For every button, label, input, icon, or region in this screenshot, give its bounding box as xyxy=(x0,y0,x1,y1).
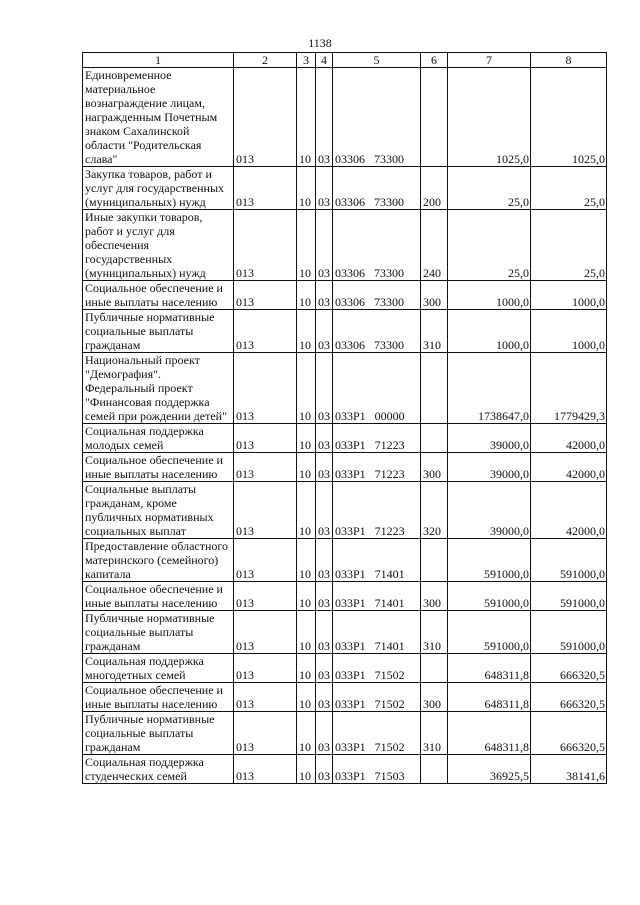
admin-code-cell: 013 xyxy=(234,654,297,683)
table-row xyxy=(83,68,607,167)
amount-year2-cell: 591000,0 xyxy=(531,611,607,654)
column-header: 6 xyxy=(421,53,448,68)
expense-type-cell: 200 xyxy=(421,167,448,210)
admin-code-cell: 013 xyxy=(234,453,297,482)
table-row xyxy=(83,755,607,784)
expense-type-cell xyxy=(421,424,448,453)
target-item-cell: 03306 73300 xyxy=(333,68,421,167)
row-name-cell: Публичные нормативные социальные выплаты гражданам xyxy=(83,611,234,654)
section-cell: 10 xyxy=(297,353,316,424)
amount-year1-cell: 1000,0 xyxy=(448,281,531,310)
section-cell: 10 xyxy=(297,712,316,755)
expense-type-cell xyxy=(421,68,448,167)
admin-code-cell: 013 xyxy=(234,712,297,755)
table-row xyxy=(83,611,607,654)
admin-code-cell: 013 xyxy=(234,582,297,611)
admin-code-cell: 013 xyxy=(234,611,297,654)
expense-type-cell xyxy=(421,755,448,784)
expense-type-cell: 240 xyxy=(421,210,448,281)
amount-year2-cell: 591000,0 xyxy=(531,582,607,611)
subsection-cell: 03 xyxy=(316,353,333,424)
subsection-cell: 03 xyxy=(316,582,333,611)
target-item-cell: 033P1 71401 xyxy=(333,611,421,654)
table-row xyxy=(83,683,607,712)
table-row xyxy=(83,482,607,539)
column-header: 5 xyxy=(333,53,421,68)
target-item-cell: 033P1 71223 xyxy=(333,424,421,453)
admin-code-cell: 013 xyxy=(234,539,297,582)
section-cell: 10 xyxy=(297,310,316,353)
row-name-cell: Социальная поддержка студенческих семей xyxy=(83,755,234,784)
admin-code-cell: 013 xyxy=(234,167,297,210)
subsection-cell: 03 xyxy=(316,683,333,712)
amount-year2-cell: 591000,0 xyxy=(531,539,607,582)
row-name-cell: Социальное обеспечение и иные выплаты населению xyxy=(83,281,234,310)
amount-year1-cell: 25,0 xyxy=(448,167,531,210)
target-item-cell: 033P1 00000 xyxy=(333,353,421,424)
table-row xyxy=(83,453,607,482)
row-name-cell: Социальное обеспечение и иные выплаты населению xyxy=(83,453,234,482)
amount-year1-cell: 591000,0 xyxy=(448,582,531,611)
target-item-cell: 033P1 71502 xyxy=(333,712,421,755)
target-item-cell: 033P1 71401 xyxy=(333,582,421,611)
amount-year1-cell: 25,0 xyxy=(448,210,531,281)
amount-year2-cell: 666320,5 xyxy=(531,683,607,712)
row-name-cell: Предоставление областного материнского (семейного) капитала xyxy=(83,539,234,582)
subsection-cell: 03 xyxy=(316,167,333,210)
table-row xyxy=(83,281,607,310)
admin-code-cell: 013 xyxy=(234,353,297,424)
table-row xyxy=(83,712,607,755)
section-cell: 10 xyxy=(297,482,316,539)
budget-table xyxy=(82,52,607,784)
section-cell: 10 xyxy=(297,582,316,611)
amount-year2-cell: 666320,5 xyxy=(531,712,607,755)
subsection-cell: 03 xyxy=(316,712,333,755)
expense-type-cell: 310 xyxy=(421,310,448,353)
section-cell: 10 xyxy=(297,539,316,582)
amount-year1-cell: 39000,0 xyxy=(448,453,531,482)
target-item-cell: 033P1 71502 xyxy=(333,683,421,712)
target-item-cell: 03306 73300 xyxy=(333,310,421,353)
amount-year2-cell: 25,0 xyxy=(531,210,607,281)
amount-year1-cell: 648311,8 xyxy=(448,654,531,683)
section-cell: 10 xyxy=(297,68,316,167)
table-row xyxy=(83,167,607,210)
amount-year1-cell: 39000,0 xyxy=(448,424,531,453)
admin-code-cell: 013 xyxy=(234,482,297,539)
row-name-cell: Социальная поддержка многодетных семей xyxy=(83,654,234,683)
amount-year2-cell: 42000,0 xyxy=(531,453,607,482)
subsection-cell: 03 xyxy=(316,68,333,167)
admin-code-cell: 013 xyxy=(234,281,297,310)
column-header: 7 xyxy=(448,53,531,68)
target-item-cell: 033P1 71223 xyxy=(333,482,421,539)
subsection-cell: 03 xyxy=(316,482,333,539)
row-name-cell: Публичные нормативные социальные выплаты гражданам xyxy=(83,712,234,755)
target-item-cell: 03306 73300 xyxy=(333,167,421,210)
expense-type-cell xyxy=(421,539,448,582)
subsection-cell: 03 xyxy=(316,611,333,654)
section-cell: 10 xyxy=(297,654,316,683)
expense-type-cell: 310 xyxy=(421,611,448,654)
subsection-cell: 03 xyxy=(316,755,333,784)
target-item-cell: 033P1 71502 xyxy=(333,654,421,683)
row-name-cell: Закупка товаров, работ и услуг для государственных (муниципальных) нужд xyxy=(83,167,234,210)
subsection-cell: 03 xyxy=(316,539,333,582)
column-header: 8 xyxy=(531,53,607,68)
expense-type-cell: 300 xyxy=(421,683,448,712)
subsection-cell: 03 xyxy=(316,210,333,281)
amount-year2-cell: 25,0 xyxy=(531,167,607,210)
amount-year1-cell: 591000,0 xyxy=(448,539,531,582)
amount-year2-cell: 42000,0 xyxy=(531,424,607,453)
amount-year2-cell: 1000,0 xyxy=(531,281,607,310)
amount-year2-cell: 38141,6 xyxy=(531,755,607,784)
table-row xyxy=(83,210,607,281)
amount-year1-cell: 1738647,0 xyxy=(448,353,531,424)
section-cell: 10 xyxy=(297,611,316,654)
row-name-cell: Национальный проект "Демография". Федеральный проект "Финансовая поддержка семей при рождении детей" xyxy=(83,353,234,424)
row-name-cell: Социальные выплаты гражданам, кроме публичных нормативных социальных выплат xyxy=(83,482,234,539)
expense-type-cell xyxy=(421,353,448,424)
amount-year1-cell: 591000,0 xyxy=(448,611,531,654)
target-item-cell: 033P1 71223 xyxy=(333,453,421,482)
page-number: 1138 xyxy=(308,36,332,50)
section-cell: 10 xyxy=(297,424,316,453)
subsection-cell: 03 xyxy=(316,281,333,310)
table-row xyxy=(83,582,607,611)
amount-year1-cell: 648311,8 xyxy=(448,712,531,755)
section-cell: 10 xyxy=(297,167,316,210)
section-cell: 10 xyxy=(297,210,316,281)
subsection-cell: 03 xyxy=(316,424,333,453)
column-header: 3 xyxy=(297,53,316,68)
target-item-cell: 033P1 71503 xyxy=(333,755,421,784)
expense-type-cell: 300 xyxy=(421,281,448,310)
section-cell: 10 xyxy=(297,453,316,482)
amount-year1-cell: 1000,0 xyxy=(448,310,531,353)
table-row xyxy=(83,654,607,683)
amount-year2-cell: 1025,0 xyxy=(531,68,607,167)
subsection-cell: 03 xyxy=(316,453,333,482)
row-name-cell: Иные закупки товаров, работ и услуг для обеспечения государственных (муниципальных) нужд xyxy=(83,210,234,281)
row-name-cell: Единовременное материальное вознаграждение лицам, награжденным Почетным знаком Сахалинской области "Родительская слава" xyxy=(83,68,234,167)
amount-year2-cell: 666320,5 xyxy=(531,654,607,683)
table-row xyxy=(83,424,607,453)
amount-year1-cell: 1025,0 xyxy=(448,68,531,167)
row-name-cell: Социальное обеспечение и иные выплаты населению xyxy=(83,582,234,611)
target-item-cell: 033P1 71401 xyxy=(333,539,421,582)
target-item-cell: 03306 73300 xyxy=(333,281,421,310)
column-header: 1 xyxy=(83,53,234,68)
amount-year2-cell: 1000,0 xyxy=(531,310,607,353)
table-body xyxy=(83,53,607,784)
section-cell: 10 xyxy=(297,755,316,784)
section-cell: 10 xyxy=(297,683,316,712)
expense-type-cell: 300 xyxy=(421,582,448,611)
row-name-cell: Социальное обеспечение и иные выплаты населению xyxy=(83,683,234,712)
row-name-cell: Социальная поддержка молодых семей xyxy=(83,424,234,453)
admin-code-cell: 013 xyxy=(234,310,297,353)
header-row xyxy=(83,53,607,68)
admin-code-cell: 013 xyxy=(234,68,297,167)
target-item-cell: 03306 73300 xyxy=(333,210,421,281)
amount-year1-cell: 39000,0 xyxy=(448,482,531,539)
table-row xyxy=(83,353,607,424)
amount-year1-cell: 36925,5 xyxy=(448,755,531,784)
amount-year2-cell: 1779429,3 xyxy=(531,353,607,424)
subsection-cell: 03 xyxy=(316,654,333,683)
admin-code-cell: 013 xyxy=(234,210,297,281)
expense-type-cell xyxy=(421,654,448,683)
subsection-cell: 03 xyxy=(316,310,333,353)
column-header: 4 xyxy=(316,53,333,68)
admin-code-cell: 013 xyxy=(234,755,297,784)
admin-code-cell: 013 xyxy=(234,683,297,712)
column-header: 2 xyxy=(234,53,297,68)
section-cell: 10 xyxy=(297,281,316,310)
table-row xyxy=(83,539,607,582)
amount-year2-cell: 42000,0 xyxy=(531,482,607,539)
row-name-cell: Публичные нормативные социальные выплаты гражданам xyxy=(83,310,234,353)
admin-code-cell: 013 xyxy=(234,424,297,453)
amount-year1-cell: 648311,8 xyxy=(448,683,531,712)
expense-type-cell: 320 xyxy=(421,482,448,539)
table-row xyxy=(83,310,607,353)
expense-type-cell: 310 xyxy=(421,712,448,755)
expense-type-cell: 300 xyxy=(421,453,448,482)
